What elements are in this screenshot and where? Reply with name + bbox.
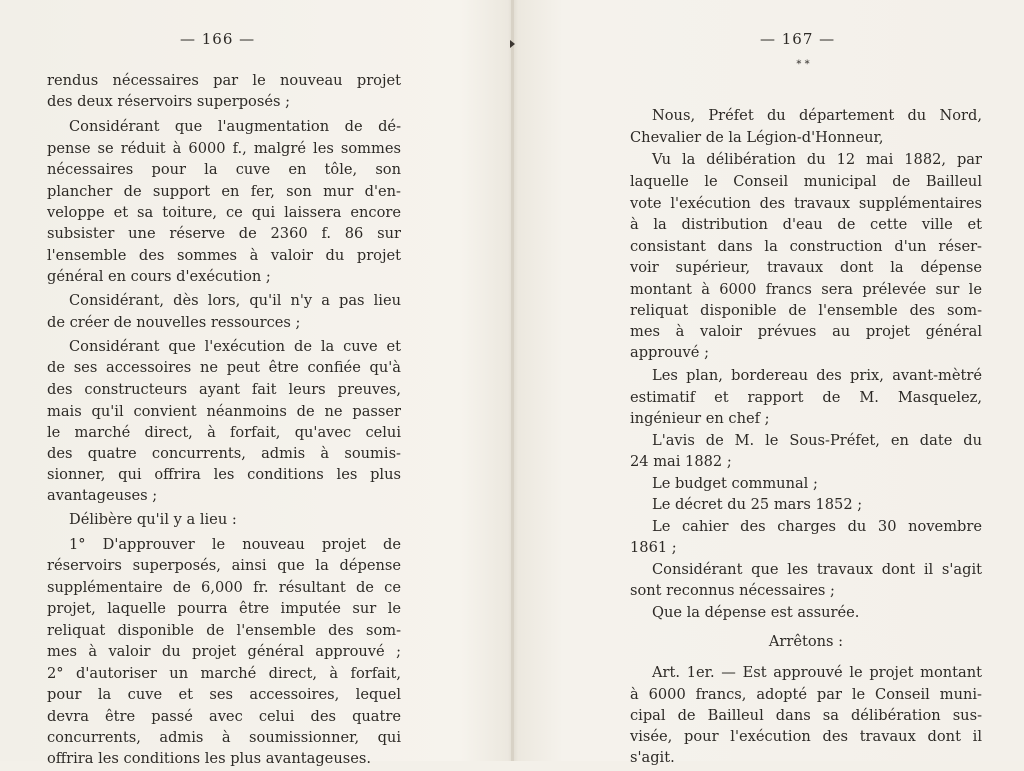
text-line: Considérant que les travaux dont il s'agit xyxy=(652,561,982,578)
text-line: 24 mai 1882 ; xyxy=(630,453,732,470)
text-line: s'agit. xyxy=(630,749,675,766)
text-line: à 6000 francs, adopté par le Conseil muni- xyxy=(630,686,982,703)
text-line: avantageuses ; xyxy=(47,487,158,504)
text-line: ingénieur en chef ; xyxy=(630,410,770,427)
text-line: 2° d'autoriser un marché direct, à forfait, xyxy=(47,665,401,682)
asterism-ornament: * * xyxy=(796,59,810,70)
text-line: devra être passé avec celui des quatre xyxy=(47,708,401,725)
text-line: Le décret du 25 mars 1852 ; xyxy=(652,496,863,513)
text-line: Le budget communal ; xyxy=(652,475,818,492)
text-line: Délibère qu'il y a lieu : xyxy=(69,511,237,528)
section-heading: Arrêtons : xyxy=(768,633,844,650)
text-line: montant à 6000 francs sera prélevée sur le xyxy=(630,281,982,298)
text-line: Chevalier de la Légion-d'Honneur, xyxy=(630,129,884,146)
text-line: le marché direct, à forfait, qu'avec celui xyxy=(47,424,401,441)
text-line: offrira les conditions les plus avantageuses. xyxy=(47,750,371,767)
text-line: visée, pour l'exécution des travaux dont il xyxy=(630,728,982,745)
text-line: nécessaires pour la cuve en tôle, son xyxy=(47,161,401,178)
text-line: des deux réservoirs superposés ; xyxy=(47,93,291,110)
text-line: Considérant que l'augmentation de dé- xyxy=(69,118,401,135)
text-line: L'avis de M. le Sous-Préfet, en date du xyxy=(652,432,982,449)
text-line: pour la cuve et ses accessoires, lequel xyxy=(47,686,401,703)
text-line: à la distribution d'eau de cette ville et xyxy=(630,216,982,233)
text-line: rendus nécessaires par le nouveau projet xyxy=(47,72,401,89)
text-line: l'ensemble des sommes à valoir du projet xyxy=(47,247,401,264)
text-line: mais qu'il convient néanmoins de ne passer xyxy=(47,403,401,420)
text-line: Art. 1er. — Est approuvé le projet montant xyxy=(652,664,982,681)
text-line: mes à valoir du projet général approuvé ; xyxy=(47,643,401,660)
text-line: veloppe et sa toiture, ce qui laissera encore xyxy=(47,204,401,221)
text-line: mes à valoir prévues au projet général xyxy=(630,323,982,340)
text-line: général en cours d'exécution ; xyxy=(47,268,271,285)
text-line: laquelle le Conseil municipal de Bailleul xyxy=(630,173,982,190)
text-line: 1861 ; xyxy=(630,539,677,556)
text-line: 1° D'approuver le nouveau projet de xyxy=(69,536,401,553)
text-line: pense se réduit à 6000 f., malgré les sommes xyxy=(47,140,401,157)
text-line: projet, laquelle pourra être imputée sur le xyxy=(47,600,401,617)
text-line: Que la dépense est assurée. xyxy=(652,604,860,621)
text-line: de ses accessoires ne peut être confiée qu'à xyxy=(47,359,401,376)
text-line: cipal de Bailleul dans sa délibération sus- xyxy=(630,707,982,724)
text-line: supplémentaire de 6,000 fr. résultant de ce xyxy=(47,579,401,596)
text-line: reliquat disponible de l'ensemble des som- xyxy=(47,622,401,639)
text-line: Vu la délibération du 12 mai 1882, par xyxy=(652,151,982,168)
text-line: voir supérieur, travaux dont la dépense xyxy=(630,259,982,276)
text-line: vote l'exécution des travaux supplémentaires xyxy=(630,195,982,212)
left-page-number: — 166 — xyxy=(180,30,256,48)
text-line: des constructeurs ayant fait leurs preuves, xyxy=(47,381,401,398)
text-line: plancher de support en fer, son mur d'en- xyxy=(47,183,401,200)
text-line: reliquat disponible de l'ensemble des som- xyxy=(630,302,982,319)
gutter-arrow-icon xyxy=(510,40,515,48)
right-page-number: — 167 — xyxy=(760,30,836,48)
text-line: Considérant, dès lors, qu'il n'y a pas lieu xyxy=(69,292,401,309)
text-line: consistant dans la construction d'un réser- xyxy=(630,238,982,255)
text-line: de créer de nouvelles ressources ; xyxy=(47,314,301,331)
text-line: estimatif et rapport de M. Masquelez, xyxy=(630,389,982,406)
book-gutter xyxy=(511,0,514,761)
text-line: sionner, qui offrira les conditions les plus xyxy=(47,466,401,483)
text-line: Nous, Préfet du département du Nord, xyxy=(652,107,982,124)
text-line: concurrents, admis à soumissionner, qui xyxy=(47,729,401,746)
text-line: des quatre concurrents, admis à soumis- xyxy=(47,445,401,462)
text-line: Les plan, bordereau des prix, avant-mètré xyxy=(652,367,982,384)
text-line: Le cahier des charges du 30 novembre xyxy=(652,518,982,535)
text-line: approuvé ; xyxy=(630,344,709,361)
text-line: subsister une réserve de 2360 f. 86 sur xyxy=(47,225,401,242)
text-line: Considérant que l'exécution de la cuve et xyxy=(69,338,401,355)
text-line: réservoirs superposés, ainsi que la dépense xyxy=(47,557,401,574)
text-line: sont reconnus nécessaires ; xyxy=(630,582,835,599)
